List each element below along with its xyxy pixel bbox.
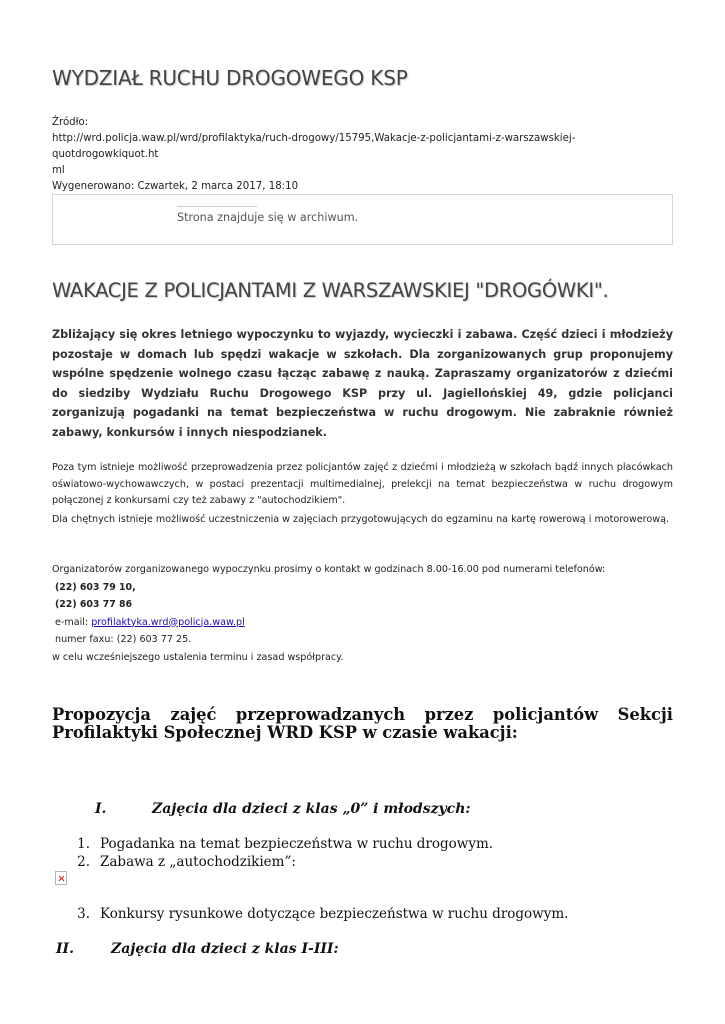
contact-intro: Organizatorów zorganizowanego wypoczynku prosimy o kontakt w godzinach 8.00-16.00 pod numerami telefonów: [52,564,606,575]
article-title: WAKACJE Z POLICJANTAMI Z WARSZAWSKIEJ "DROGÓWKI". [52,279,609,302]
archive-notice: Strona znajduje się w archiwum. [177,211,359,224]
list-item: 2. Zabawa z „autochodzikiem”: [77,854,296,870]
section-2-numeral: II. [56,941,74,957]
phone-2: (22) 603 77 86 [55,599,133,610]
phone-1: (22) 603 79 10, [55,581,136,593]
article-paragraph-1: Poza tym istnieje możliwość przeprowadzenia przez policjantów zajęć z dziećmi i młodzieżą w szkołach bądź innych placówkach oświatowo-wychowawczych, w postaci prezentacji multimedialnej, prelekcji na temat bezpieczeństwa w ruchu drogowym połączonej z konkursami czy też zabawy z "autochodzikiem". [52,462,673,507]
site-title: WYDZIAŁ RUCHU DROGOWEGO KSP [52,66,408,90]
archive-divider [177,206,257,207]
archive-notice-box [52,194,673,245]
contact-block [52,561,673,666]
list-item: 1. Pogadanka na temat bezpieczeństwa w ruchu drogowym. [77,836,494,852]
section-2-heading [56,941,339,957]
list-item: 3. Konkursy rysunkowe dotyczące bezpieczeństwa w ruchu drogowym. [77,906,569,922]
proposal-heading-line-2: Profilaktyki Społecznej WRD KSP w czasie wakacji: [52,723,518,742]
generated-date: Wygenerowano: Czwartek, 2 marca 2017, 18:10 [52,181,299,192]
source-meta [52,115,673,195]
source-url: http://wrd.policja.waw.pl/wrd/profilaktyka/ruch-drogowy/15795,Wakacje-z-policjantami-z-warszawskiej-quotdrogowkiquot.ht ml [52,133,576,176]
section-1-heading [95,801,471,817]
article-lead: Zbliżający się okres letniego wypoczynku to wyjazdy, wycieczki i zabawa. Część dzieci i młodzieży pozostaje w domach lub spędzi wakacje w szkołach. Dla zorganizowanych grup proponujemy wspólne spędzenie wolnego czasu łącząc zabawę z nauką. Zapraszamy organizatorów z dziećmi do siedziby Wydziału Ruchu Drogowego KSP przy ul. Jagiellońskiej 49, gdzie policjanci zorganizują pogadanki na temat bezpieczeństwa w ruchu drogowym. Nie zabraknie również zabawy, konkursów i innych niespodzianek. [52,328,673,439]
email-line: e-mail: profilaktyka.wrd@policja.waw.pl [55,616,245,628]
broken-image-icon [55,871,67,885]
proposal-heading [52,706,673,742]
section-1-title: Zajęcia dla dzieci z klas „0” i młodszych: [152,801,471,817]
section-2-title: Zajęcia dla dzieci z klas I-III: [111,941,339,957]
source-label: Źródło: [52,117,89,128]
contact-closing: w celu wcześniejszego ustalenia terminu i zasad współpracy. [52,651,344,663]
fax-line: numer faxu: (22) 603 77 25. [55,634,192,645]
proposal-heading-line-1: Propozycja zajęć przeprowadzanych przez policjantów Sekcji [52,705,673,724]
article-paragraph-2: Dla chętnych istnieje możliwość uczestniczenia w zajęciach przygotowujących do egzaminu na kartę rowerową i motorowerową. [52,514,670,525]
email-link[interactable]: profilaktyka.wrd@policja.waw.pl [91,616,245,628]
section-1-numeral: I. [95,801,107,817]
